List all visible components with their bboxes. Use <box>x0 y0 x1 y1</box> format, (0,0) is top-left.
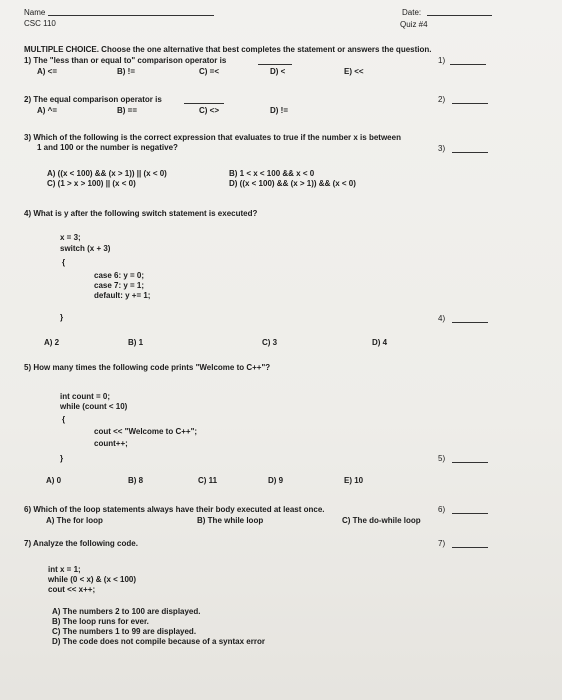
question-2-option-b: B) == <box>117 106 138 115</box>
question-5-option-b: B) 8 <box>128 476 144 485</box>
question-4-code-line: switch (x + 3) <box>60 244 111 253</box>
question-2-option-a: A) ^= <box>37 106 58 115</box>
question-6-option-a: A) The for loop <box>46 516 103 525</box>
question-1-option-b: B) != <box>117 67 135 76</box>
question-2-answer-line[interactable] <box>452 103 488 104</box>
question-3-answer-line[interactable] <box>452 152 488 153</box>
question-7-option-c: C) The numbers 1 to 99 are displayed. <box>52 627 197 636</box>
question-4-option-a: A) 2 <box>44 338 60 347</box>
question-7-answer-label: 7) <box>438 539 446 548</box>
question-3-text: 3) Which of the following is the correct expression that evaluates to true if the number x is between <box>24 133 401 142</box>
question-2-option-c: C) <> <box>199 106 220 115</box>
question-4-answer-line[interactable] <box>452 322 488 323</box>
question-4-answer-label: 4) <box>438 314 446 323</box>
question-4-option-d: D) 4 <box>372 338 388 347</box>
question-3-option-c: C) (1 > x > 100) || (x < 0) <box>47 179 136 188</box>
question-6-option-c: C) The do-while loop <box>342 516 421 525</box>
question-1-text: 1) The "less than or equal to" comparison operator is <box>24 56 227 65</box>
date-line <box>427 15 492 16</box>
question-5-code-line: } <box>60 454 64 463</box>
question-5-option-e: E) 10 <box>344 476 364 485</box>
question-2-option-d: D) != <box>270 106 288 115</box>
question-4-code-line: case 6: y = 0; <box>94 271 145 280</box>
question-1-option-a: A) <= <box>37 67 58 76</box>
question-5-code-line: while (count < 10) <box>60 402 128 411</box>
instructions: MULTIPLE CHOICE. Choose the one alternative that best completes the statement or answers the question. <box>24 45 432 54</box>
question-7-code-line: cout << x++; <box>48 585 96 594</box>
question-3-option-d: D) ((x < 100) && (x > 1)) && (x < 0) <box>229 179 356 188</box>
question-4-code-line: x = 3; <box>60 233 81 242</box>
question-4-code-line: } <box>60 313 64 322</box>
question-1-option-c: C) =< <box>199 67 220 76</box>
question-3-answer-label: 3) <box>438 144 446 153</box>
question-1-option-d: D) < <box>270 67 286 76</box>
question-5-option-a: A) 0 <box>46 476 62 485</box>
question-5-option-c: C) 11 <box>198 476 218 485</box>
quiz-label: Quiz #4 <box>400 20 428 29</box>
question-5-code-line: count++; <box>94 439 128 448</box>
question-7-code-line: int x = 1; <box>48 565 81 574</box>
question-5-code-line: cout << "Welcome to C++"; <box>94 427 198 436</box>
question-2-blank <box>184 103 224 104</box>
question-5-answer-label: 5) <box>438 454 446 463</box>
question-2-text: 2) The equal comparison operator is <box>24 95 162 104</box>
question-1-option-e: E) << <box>344 67 364 76</box>
date-label: Date: <box>402 8 422 17</box>
question-6-answer-label: 6) <box>438 505 446 514</box>
question-4-code-line: { <box>62 258 66 267</box>
question-4-code-line: case 7: y = 1; <box>94 281 145 290</box>
question-1-blank <box>258 64 292 65</box>
question-4-option-c: C) 3 <box>262 338 278 347</box>
question-3-option-a: A) ((x < 100) && (x > 1)) || (x < 0) <box>47 169 167 178</box>
question-7-option-a: A) The numbers 2 to 100 are displayed. <box>52 607 201 616</box>
question-6-answer-line[interactable] <box>452 513 488 514</box>
question-7-answer-line[interactable] <box>452 547 488 548</box>
question-7-text: 7) Analyze the following code. <box>24 539 138 548</box>
question-5-code-line: { <box>62 415 66 424</box>
name-line <box>48 15 214 16</box>
question-6-text: 6) Which of the loop statements always have their body executed at least once. <box>24 505 325 514</box>
question-7-option-d: D) The code does not compile because of a syntax error <box>52 637 265 646</box>
question-3-text-cont: 1 and 100 or the number is negative? <box>37 143 178 152</box>
question-5-text: 5) How many times the following code prints "Welcome to C++"? <box>24 363 271 372</box>
question-7-code-line: while (0 < x) & (x < 100) <box>48 575 137 584</box>
question-4-text: 4) What is y after the following switch statement is executed? <box>24 209 258 218</box>
name-label: Name <box>24 8 46 17</box>
question-7-option-b: B) The loop runs for ever. <box>52 617 149 626</box>
course-label: CSC 110 <box>24 19 56 28</box>
question-1-answer-line[interactable] <box>450 64 486 65</box>
question-1-answer-label: 1) <box>438 56 446 65</box>
question-5-code-line: int count = 0; <box>60 392 110 401</box>
question-4-code-line: default: y += 1; <box>94 291 151 300</box>
question-5-option-d: D) 9 <box>268 476 284 485</box>
question-3-option-b: B) 1 < x < 100 && x < 0 <box>229 169 315 178</box>
question-6-option-b: B) The while loop <box>197 516 264 525</box>
question-4-option-b: B) 1 <box>128 338 144 347</box>
question-2-answer-label: 2) <box>438 95 446 104</box>
question-5-answer-line[interactable] <box>452 462 488 463</box>
